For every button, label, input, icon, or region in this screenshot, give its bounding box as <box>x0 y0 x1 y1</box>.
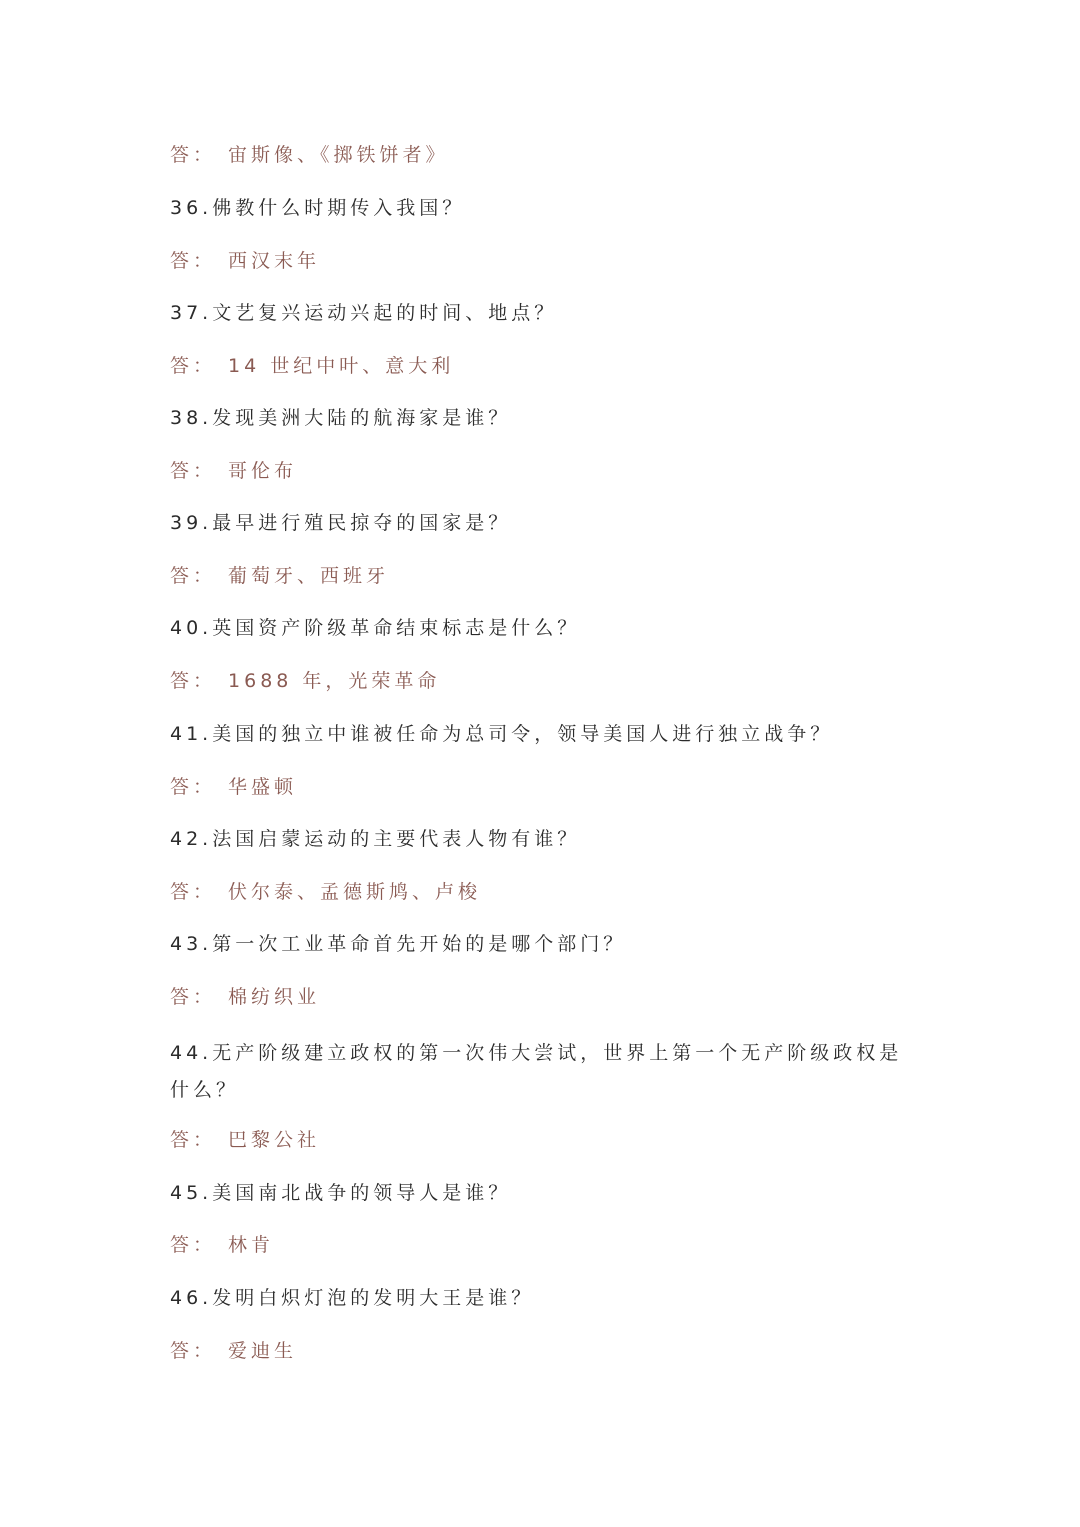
answer-prefix: 答： <box>170 986 217 1008</box>
answer-text: 14 世纪中叶、意大利 <box>228 355 455 377</box>
answer-prefix: 答： <box>170 250 217 272</box>
answer-text: 巴黎公社 <box>228 1129 321 1151</box>
answer-text: 爱迪生 <box>228 1340 298 1362</box>
answer-text: 哥伦布 <box>228 460 298 482</box>
answer-36 <box>170 247 320 275</box>
answer-prefix: 答： <box>170 355 217 377</box>
answer-44 <box>170 1126 320 1154</box>
answer-prefix: 答： <box>170 1234 217 1256</box>
question-42: 42.法国启蒙运动的主要代表人物有谁？ <box>170 828 581 850</box>
answer-35 <box>170 141 449 169</box>
question-41: 41.美国的独立中谁被任命为总司令，领导美国人进行独立战争？ <box>170 723 834 745</box>
answer-46 <box>170 1337 297 1365</box>
answer-prefix: 答： <box>170 144 217 166</box>
answer-prefix: 答： <box>170 1129 217 1151</box>
answer-text: 葡萄牙、西班牙 <box>228 565 390 587</box>
question-46: 46.发明白炽灯泡的发明大王是谁？ <box>170 1287 535 1309</box>
answer-text: 华盛顿 <box>228 776 298 798</box>
question-36: 36.佛教什么时期传入我国？ <box>170 197 466 219</box>
answer-45 <box>170 1231 274 1259</box>
answer-38 <box>170 457 297 485</box>
answer-42 <box>170 878 481 906</box>
answer-text: 伏尔泰、孟德斯鸠、卢梭 <box>228 881 482 903</box>
question-45: 45.美国南北战争的领导人是谁？ <box>170 1182 512 1204</box>
answer-41 <box>170 773 297 801</box>
answer-text: 宙斯像、《掷铁饼者》 <box>228 144 449 166</box>
answer-prefix: 答： <box>170 565 217 587</box>
question-43: 43.第一次工业革命首先开始的是哪个部门？ <box>170 933 627 955</box>
answer-43 <box>170 983 320 1011</box>
question-39: 39.最早进行殖民掠夺的国家是？ <box>170 512 512 534</box>
question-37: 37.文艺复兴运动兴起的时间、地点？ <box>170 302 558 324</box>
question-38: 38.发现美洲大陆的航海家是谁？ <box>170 407 512 429</box>
answer-text: 西汉末年 <box>228 250 321 272</box>
question-44: 44.无产阶级建立政权的第一次伟大尝试，世界上第一个无产阶级政权是什么？ <box>170 1042 903 1101</box>
answer-text: 棉纺织业 <box>228 986 321 1008</box>
answer-text: 1688 年，光荣革命 <box>228 670 441 692</box>
answer-39 <box>170 562 389 590</box>
answer-prefix: 答： <box>170 1340 217 1362</box>
answer-prefix: 答： <box>170 670 217 692</box>
answer-prefix: 答： <box>170 776 217 798</box>
answer-prefix: 答： <box>170 460 217 482</box>
answer-prefix: 答： <box>170 881 217 903</box>
answer-37 <box>170 352 454 380</box>
answer-40 <box>170 667 440 695</box>
question-40: 40.英国资产阶级革命结束标志是什么？ <box>170 617 581 639</box>
answer-text: 林肯 <box>228 1234 275 1256</box>
